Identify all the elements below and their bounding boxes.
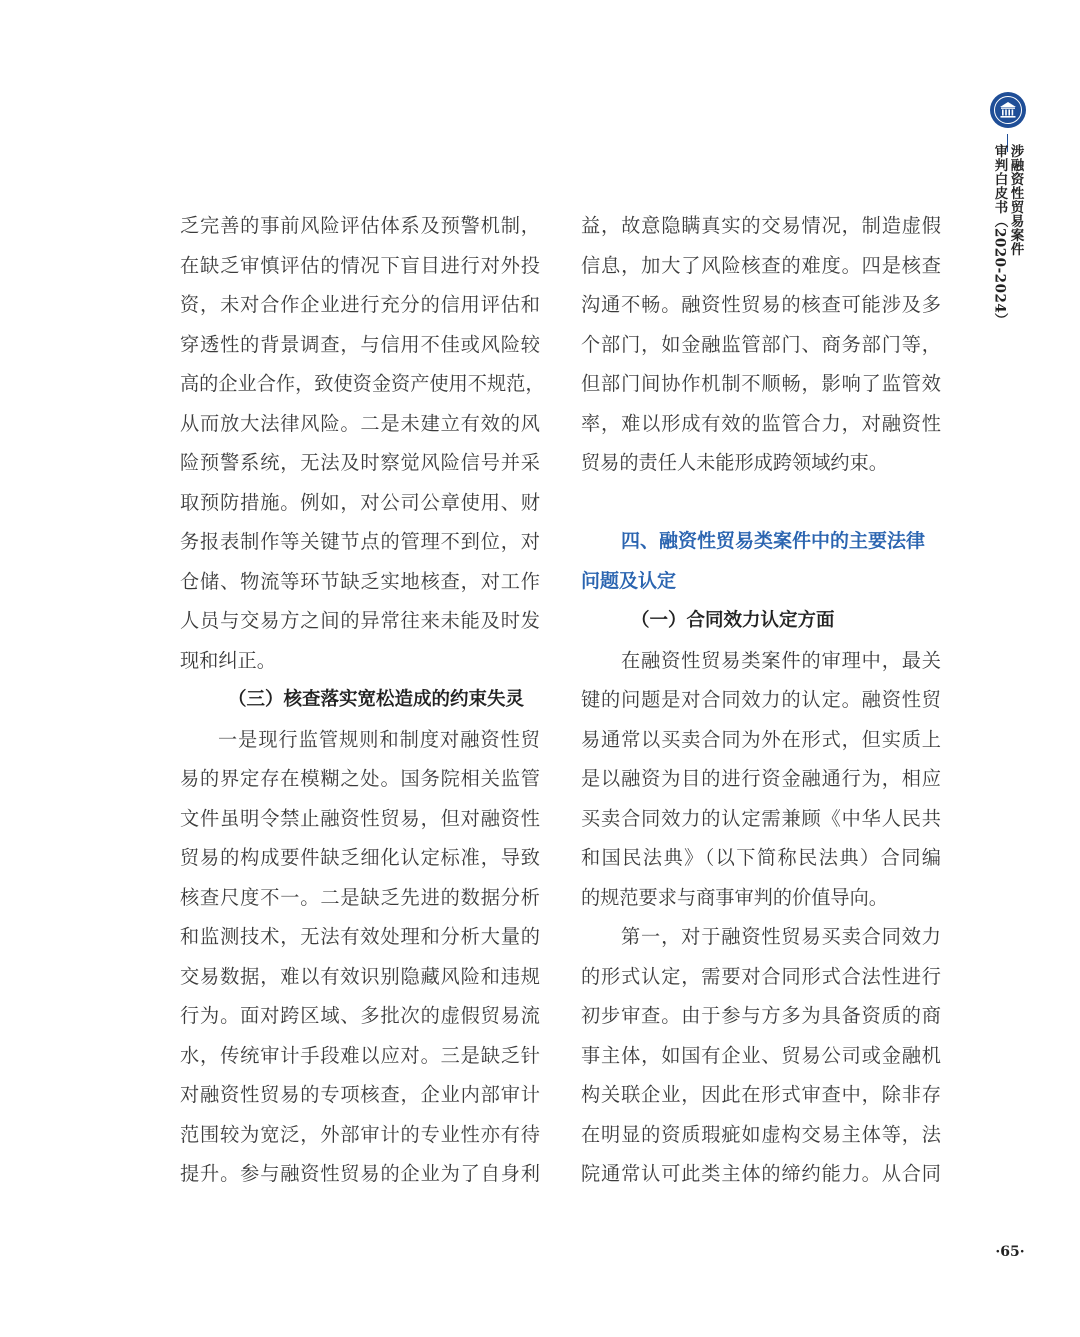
running-header	[985, 90, 1033, 350]
text-line: 乏完善的事前风险评估体系及预警机制，	[180, 214, 540, 237]
page-number: ·65·	[995, 1244, 1025, 1260]
text-line: 行为。面对跨区域、多批次的虚假贸易流	[180, 1004, 540, 1027]
section-heading: 四、融资性贸易类案件中的主要法律	[621, 530, 926, 552]
text-line: 的规范要求与商事审判的价值导向。	[581, 885, 888, 909]
paragraph	[180, 720, 540, 1194]
text-line: 信息，加大了风险核查的难度。四是核查	[581, 253, 941, 277]
text-line: 易的界定存在模糊之处。国务院相关监管	[180, 767, 540, 790]
text-line: 但部门间协作机制不顺畅，影响了监管效	[581, 372, 941, 395]
text-line: 穿透性的背景调查，与信用不佳或风险较	[180, 332, 540, 356]
book-subtitle: 审判白皮书（2020-2024）	[991, 144, 1008, 328]
text-line: 买卖合同效力的认定需兼顾《中华人民共	[581, 806, 941, 830]
text-line: 率，难以形成有效的监管合力，对融资性	[581, 411, 941, 435]
text-line: 人员与交易方之间的异常往来未能及时发	[180, 609, 540, 632]
section-heading-continued: 问题及认定	[581, 569, 677, 592]
text-line: 现和纠正。	[180, 648, 276, 672]
text-line: 务报表制作等关键节点的管理不到位，对	[180, 530, 540, 553]
paragraph	[180, 206, 545, 680]
text-line: 第一，对于融资性贸易买卖合同效力	[621, 925, 941, 948]
text-line: 沟通不畅。融资性贸易的核查可能涉及多	[581, 293, 941, 316]
text-line: 构关联企业，因此在形式审查中，除非存	[581, 1083, 941, 1106]
text-line: 资，未对合作企业进行充分的信用评估和	[180, 293, 540, 316]
court-building-emblem-icon	[990, 92, 1026, 128]
text-line: 事主体，如国有企业、贸易公司或金融机	[581, 1043, 941, 1067]
text-line: 益，故意隐瞒真实的交易情况，制造虚假	[581, 214, 941, 237]
text-line: 贸易的构成要件缺乏细化认定标准，导致	[180, 846, 540, 869]
text-line: 从而放大法律风险。二是未建立有效的风	[180, 411, 540, 435]
section-spacer	[581, 483, 941, 523]
paragraph	[581, 206, 941, 483]
text-line: 贸易的责任人未能形成跨领域约束。	[581, 451, 888, 474]
text-line: 文件虽明令禁止融资性贸易，但对融资性	[180, 806, 540, 830]
text-line: 交易数据，难以有效识别隐藏风险和违规	[180, 964, 540, 988]
left-column	[180, 206, 545, 1194]
text-line: 在融资性贸易类案件的审理中，最关	[621, 648, 941, 672]
paragraph	[581, 917, 941, 1194]
text-line: 和国民法典》（以下简称民法典）合同编	[581, 846, 941, 869]
text-line: 键的问题是对合同效力的认定。融资性贸	[581, 688, 941, 711]
subsection-heading: （三）核查落实宽松造成的约束失灵	[228, 689, 525, 710]
text-line: 险预警系统，无法及时察觉风险信号并采	[180, 451, 540, 474]
text-line: 提升。参与融资性贸易的企业为了自身利	[180, 1162, 540, 1185]
subsection-heading: （一）合同效力认定方面	[631, 610, 835, 631]
text-line: 在缺乏审慎评估的情况下盲目进行对外投	[180, 253, 540, 277]
text-line: 高的企业合作，致使资金资产使用不规范，	[180, 372, 545, 395]
text-line: 初步审查。由于参与方多为具备资质的商	[581, 1004, 941, 1027]
book-title: 涉融资性贸易案件	[1007, 144, 1024, 256]
text-line: 在明显的资质瑕疵如虚构交易主体等，法	[581, 1122, 941, 1146]
text-line: 对融资性贸易的专项核查，企业内部审计	[180, 1083, 540, 1106]
text-line: 和监测技术，无法有效处理和分析大量的	[180, 925, 540, 948]
text-line: 是以融资为目的进行资金融通行为，相应	[581, 767, 941, 790]
text-line: 范围较为宽泛，外部审计的专业性亦有待	[180, 1122, 540, 1146]
paragraph	[581, 641, 941, 918]
right-column	[581, 206, 941, 1194]
text-line: 取预防措施。例如，对公司公章使用、财	[180, 490, 540, 514]
text-line: 仓储、物流等环节缺乏实地核查，对工作	[180, 569, 540, 593]
text-line: 核查尺度不一。二是缺乏先进的数据分析	[180, 885, 540, 909]
text-line: 个部门，如金融监管部门、商务部门等，	[581, 332, 941, 356]
text-line: 一是现行监管规则和制度对融资性贸	[218, 727, 540, 751]
text-line: 的形式认定，需要对合同形式合法性进行	[581, 964, 941, 988]
text-line: 易通常以买卖合同为外在形式，但实质上	[581, 727, 941, 751]
text-line: 院通常认可此类主体的缔约能力。从合同	[581, 1162, 941, 1185]
text-line: 水，传统审计手段难以应对。三是缺乏针	[180, 1043, 540, 1067]
